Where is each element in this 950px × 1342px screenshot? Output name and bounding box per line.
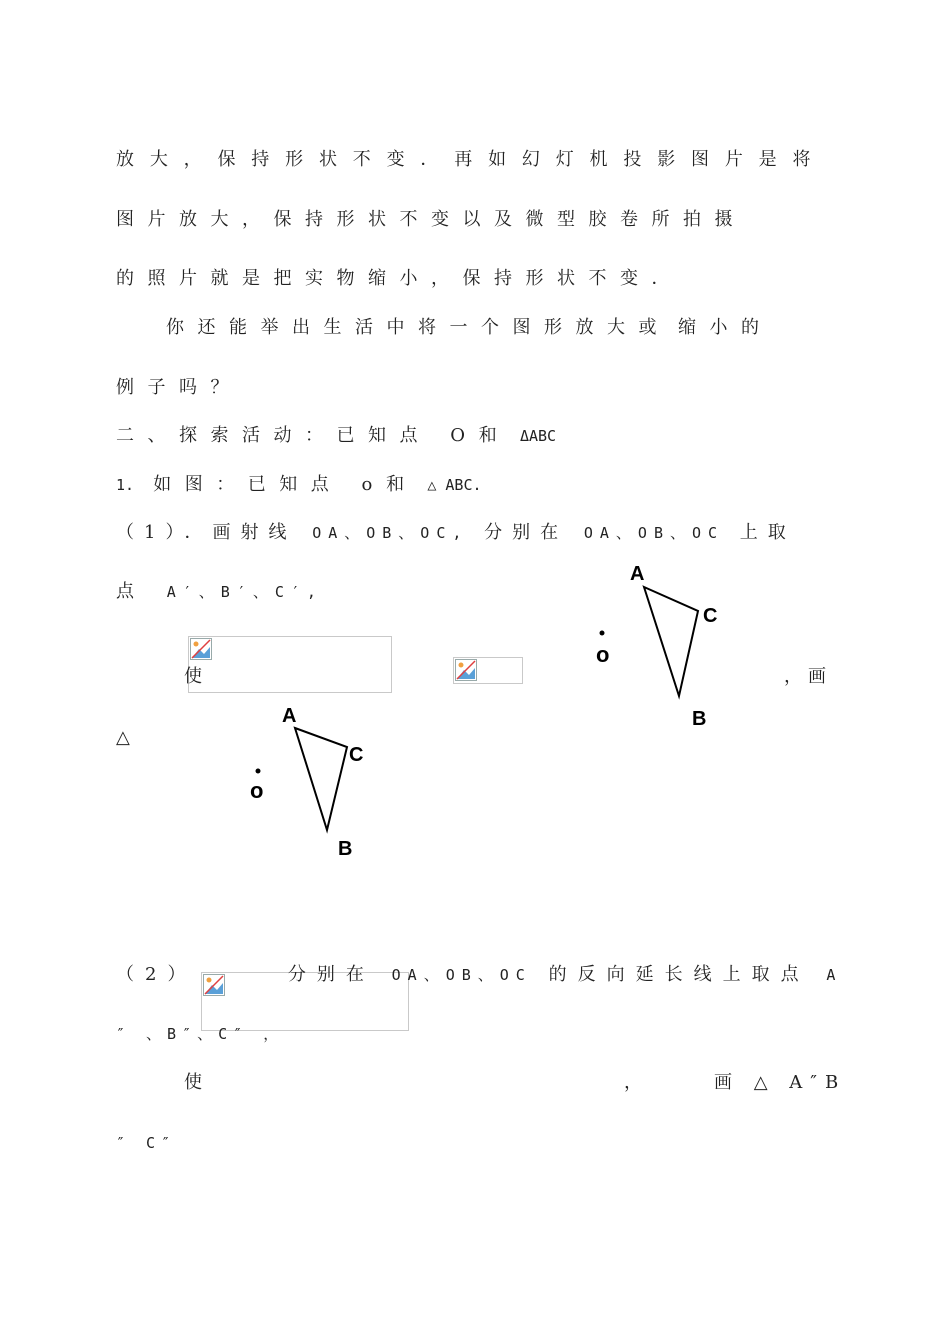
label-o-2: o: [250, 778, 264, 803]
line-7-text-a: 1.: [116, 476, 135, 494]
triangle-figure-2: [240, 700, 390, 865]
text-line-14-c: [714, 1071, 847, 1095]
line-4-text-b: 缩小的: [678, 317, 773, 338]
text-line-3: [116, 267, 824, 291]
line-11-text-a: △: [116, 727, 144, 748]
text-line-10-a: [184, 665, 224, 689]
text-line-9: [116, 580, 416, 604]
label-c-2: C: [349, 744, 364, 766]
line-12-text-d: 的反向延长线上取点: [548, 964, 810, 985]
line-8-text-b: OA、OB、OC,: [312, 524, 469, 542]
text-line-11: [116, 726, 236, 750]
line-9-text-a: 点: [116, 581, 148, 602]
line-14-text-a: 使: [184, 1072, 216, 1093]
line-14-text-b: ，: [624, 1072, 656, 1093]
triangle-figure-1: [590, 555, 740, 735]
line-6-text-a: 二、探索活动：已知点: [116, 425, 431, 446]
text-line-5: [116, 376, 824, 400]
line-12-text-e: A: [826, 966, 836, 984]
text-line-13: [116, 1022, 416, 1046]
text-line-14-b: [624, 1071, 664, 1095]
text-line-2: [116, 208, 824, 232]
line-4-text-a: 你还能举出生活中将一个图形放大或: [166, 317, 670, 338]
text-line-10-b: [784, 665, 844, 689]
line-7-text-d: △ ABC.: [427, 476, 482, 494]
broken-image-icon: [190, 638, 212, 660]
triangle-abc-2: [295, 728, 347, 830]
text-line-7: [116, 473, 824, 497]
text-line-4: [166, 316, 826, 340]
line-7-text-c: o 和: [361, 474, 409, 495]
line-2-text: 图片放大，保持形状不变以及微型胶卷所拍摄: [116, 209, 746, 230]
line-9-text-b: A′、B′、C′,: [166, 583, 323, 601]
text-line-8: [116, 521, 824, 545]
broken-image-icon: [455, 659, 477, 681]
broken-image-placeholder-2: [453, 657, 523, 684]
line-8-text-a: （1）．画射线: [116, 522, 297, 543]
point-o-dot-2: [256, 769, 261, 774]
line-15-text: ″ C″: [116, 1134, 177, 1152]
text-line-14-a: [184, 1071, 224, 1095]
line-3-text: 的照片就是把实物缩小，保持形状不变．: [116, 268, 683, 289]
line-10-text-b: ，画: [784, 666, 832, 687]
text-line-15: [116, 1131, 316, 1155]
text-line-6: [116, 424, 824, 448]
label-b-1: B: [692, 708, 707, 730]
line-6-text-c: ΔABC: [519, 427, 557, 445]
label-a-1: A: [630, 563, 645, 585]
line-8-text-c: 分别在: [484, 522, 569, 543]
line-8-text-e: 上取: [739, 522, 796, 543]
text-line-12: [116, 963, 838, 987]
triangle-abc-1: [644, 587, 698, 696]
line-12-text-a: （2）: [116, 964, 197, 985]
point-o-dot-1: [600, 631, 605, 636]
line-7-text-b: 如图：已知点: [153, 474, 343, 495]
line-10-text-a: 使: [184, 666, 216, 687]
line-12-text-c: OA、OB、OC: [391, 966, 532, 984]
line-8-text-d: OA、OB、OC: [583, 524, 725, 542]
label-c-1: C: [703, 605, 718, 627]
text-line-1: [116, 148, 824, 172]
line-13-text: ″ 、B″、C″ ，: [116, 1025, 285, 1043]
label-o-1: o: [596, 642, 610, 667]
line-14-text-c: 画 △ A″B: [714, 1072, 847, 1093]
line-5-text: 例子吗？: [116, 377, 242, 398]
label-b-2: B: [338, 838, 353, 860]
line-6-text-b: O 和: [450, 425, 501, 446]
label-a-2: A: [282, 705, 297, 727]
line-1-text: 放大，保持形状不变．再如幻灯机投影图片是将: [116, 149, 824, 170]
line-12-text-b: 分别在: [287, 964, 375, 985]
